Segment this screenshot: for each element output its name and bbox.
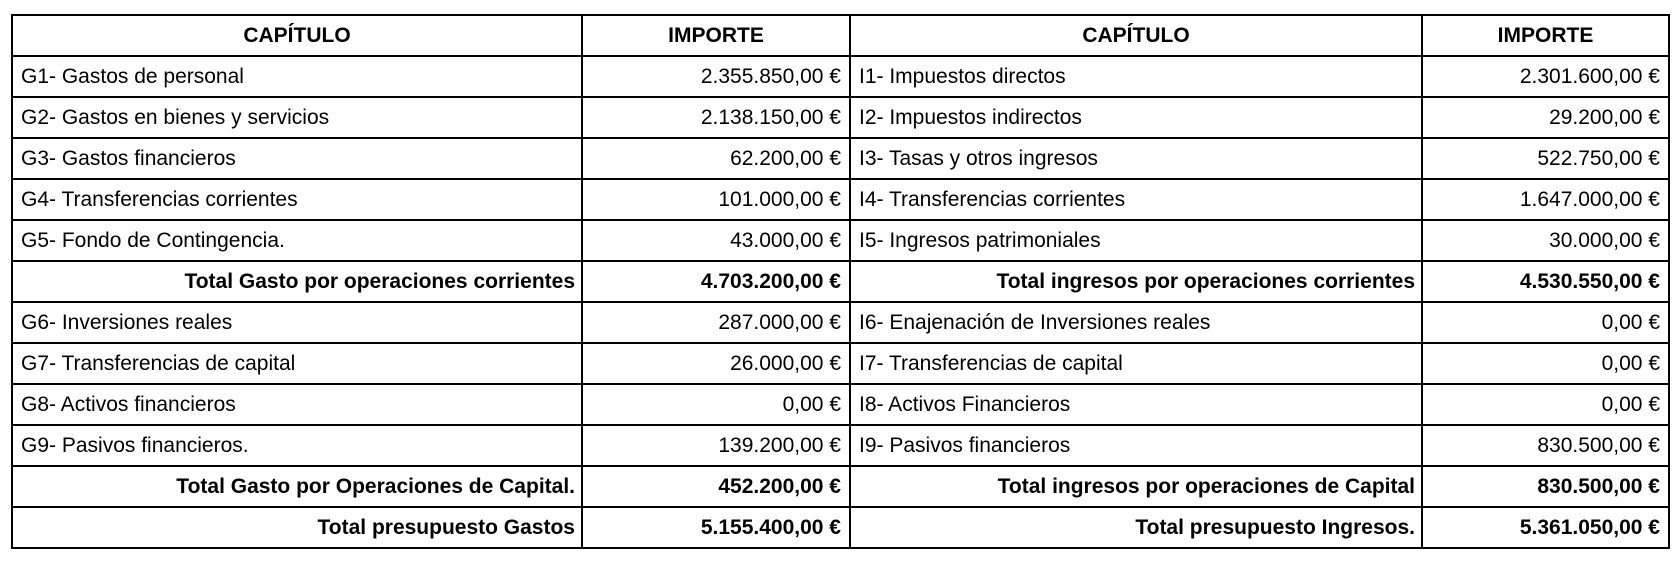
gasto-amount: 2.138.150,00 € <box>582 97 850 138</box>
gasto-total-amount: 452.200,00 € <box>582 466 850 507</box>
header-gastos-chapter: CAPÍTULO <box>12 15 582 56</box>
ingreso-amount: 2.301.600,00 € <box>1422 56 1669 97</box>
table-row <box>12 179 1669 220</box>
gasto-amount: 101.000,00 € <box>582 179 850 220</box>
ingreso-label: I7- Transferencias de capital <box>850 343 1422 384</box>
ingreso-amount: 1.647.000,00 € <box>1422 179 1669 220</box>
ingreso-amount: 522.750,00 € <box>1422 138 1669 179</box>
ingreso-label: I9- Pasivos financieros <box>850 425 1422 466</box>
gasto-label: G4- Transferencias corrientes <box>12 179 582 220</box>
header-ingresos-chapter: CAPÍTULO <box>850 15 1422 56</box>
subtotal-row-capital <box>12 466 1669 507</box>
gasto-label: G7- Transferencias de capital <box>12 343 582 384</box>
grand-total-row <box>12 507 1669 548</box>
ingreso-label: I3- Tasas y otros ingresos <box>850 138 1422 179</box>
ingreso-total-amount: 830.500,00 € <box>1422 466 1669 507</box>
gasto-amount: 139.200,00 € <box>582 425 850 466</box>
table-row <box>12 302 1669 343</box>
ingreso-amount: 29.200,00 € <box>1422 97 1669 138</box>
table-row <box>12 56 1669 97</box>
table-header-row <box>12 15 1669 56</box>
gasto-amount: 43.000,00 € <box>582 220 850 261</box>
ingreso-amount: 0,00 € <box>1422 384 1669 425</box>
ingreso-grand-total-amount: 5.361.050,00 € <box>1422 507 1669 548</box>
ingreso-total-label: Total ingresos por operaciones corrientes <box>850 261 1422 302</box>
table-row <box>12 343 1669 384</box>
table-row <box>12 97 1669 138</box>
table-row <box>12 384 1669 425</box>
table-row <box>12 425 1669 466</box>
ingreso-label: I1- Impuestos directos <box>850 56 1422 97</box>
ingreso-label: I2- Impuestos indirectos <box>850 97 1422 138</box>
gasto-amount: 62.200,00 € <box>582 138 850 179</box>
gasto-label: G6- Inversiones reales <box>12 302 582 343</box>
gasto-label: G2- Gastos en bienes y servicios <box>12 97 582 138</box>
ingreso-grand-total-label: Total presupuesto Ingresos. <box>850 507 1422 548</box>
ingreso-label: I8- Activos Financieros <box>850 384 1422 425</box>
gasto-amount: 287.000,00 € <box>582 302 850 343</box>
gasto-total-label: Total Gasto por Operaciones de Capital. <box>12 466 582 507</box>
gasto-label: G8- Activos financieros <box>12 384 582 425</box>
gasto-grand-total-amount: 5.155.400,00 € <box>582 507 850 548</box>
table-row <box>12 220 1669 261</box>
subtotal-row-corrientes <box>12 261 1669 302</box>
gasto-amount: 0,00 € <box>582 384 850 425</box>
header-ingresos-amount: IMPORTE <box>1422 15 1669 56</box>
ingreso-total-label: Total ingresos por operaciones de Capital <box>850 466 1422 507</box>
ingreso-label: I4- Transferencias corrientes <box>850 179 1422 220</box>
gasto-label: G3- Gastos financieros <box>12 138 582 179</box>
gasto-label: G5- Fondo de Contingencia. <box>12 220 582 261</box>
header-gastos-amount: IMPORTE <box>582 15 850 56</box>
ingreso-label: I5- Ingresos patrimoniales <box>850 220 1422 261</box>
gasto-amount: 2.355.850,00 € <box>582 56 850 97</box>
table-row <box>12 138 1669 179</box>
ingreso-amount: 830.500,00 € <box>1422 425 1669 466</box>
budget-table <box>11 14 1670 549</box>
gasto-label: G9- Pasivos financieros. <box>12 425 582 466</box>
ingreso-amount: 30.000,00 € <box>1422 220 1669 261</box>
gasto-grand-total-label: Total presupuesto Gastos <box>12 507 582 548</box>
ingreso-total-amount: 4.530.550,00 € <box>1422 261 1669 302</box>
gasto-total-label: Total Gasto por operaciones corrientes <box>12 261 582 302</box>
ingreso-amount: 0,00 € <box>1422 302 1669 343</box>
ingreso-label: I6- Enajenación de Inversiones reales <box>850 302 1422 343</box>
gasto-label: G1- Gastos de personal <box>12 56 582 97</box>
ingreso-amount: 0,00 € <box>1422 343 1669 384</box>
gasto-amount: 26.000,00 € <box>582 343 850 384</box>
gasto-total-amount: 4.703.200,00 € <box>582 261 850 302</box>
